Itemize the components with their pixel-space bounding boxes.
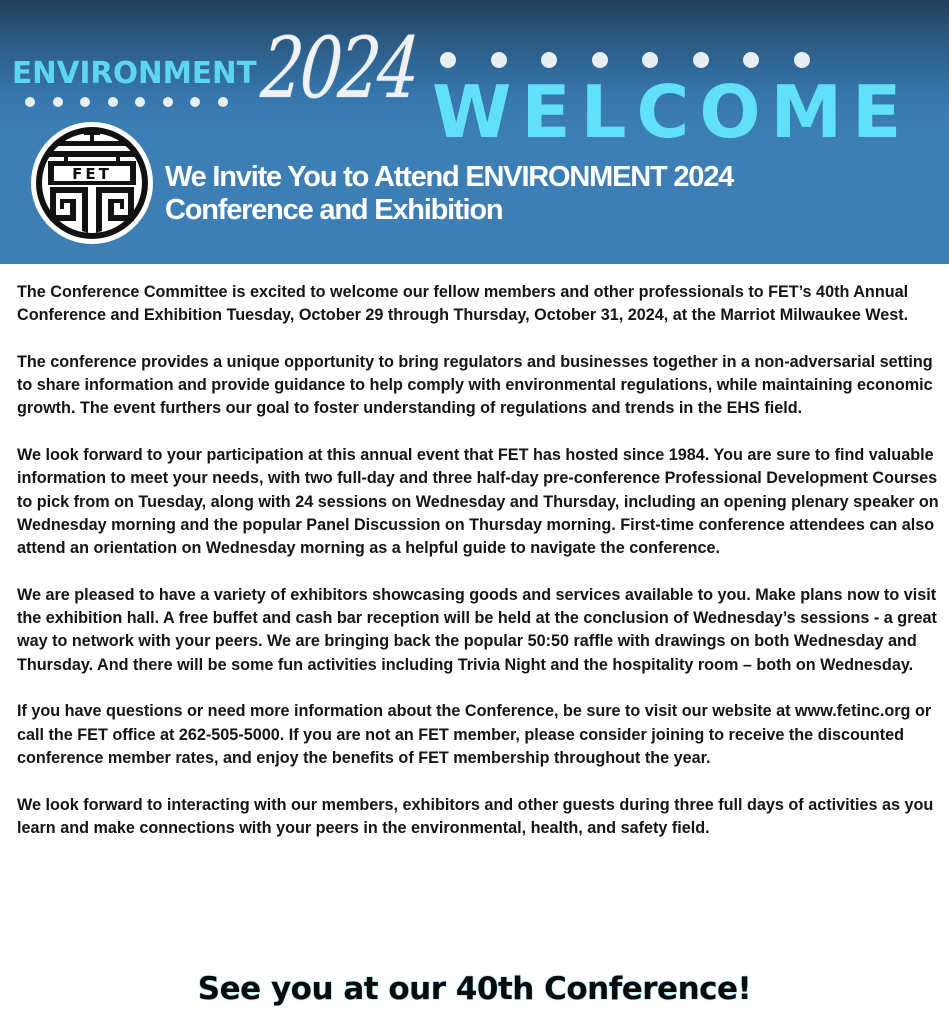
- dot-icon: [25, 97, 35, 107]
- decorative-dots-right: [440, 52, 810, 68]
- dot-icon: [80, 97, 90, 107]
- dot-icon: [163, 97, 173, 107]
- header-banner: [0, 0, 949, 264]
- event-year: 2024: [257, 19, 421, 117]
- event-name: ENVIRONMENT: [12, 56, 257, 91]
- dot-icon: [642, 52, 658, 68]
- dot-icon: [541, 52, 557, 68]
- closing-tagline: See you at our 40th Conference!: [197, 971, 752, 1007]
- paragraph-opportunity: The conference provides a unique opportunity to bring regulators and businesses together in a non-adversarial setting to share information and provide guidance to help comply with environmental regulations, while maintaining economic growth. The event furthers our goal to foster understanding of regulations and trends in the EHS field.: [17, 352, 933, 418]
- welcome-letter: [17, 281, 942, 863]
- dot-icon: [190, 97, 200, 107]
- paragraph-intro: The Conference Committee is excited to welcome our fellow members and other professionals to FET’s 40th Annual Conference and Exhibition Tuesday, October 29 through Thursday, October 31, 2024, at the Marriot Milwaukee West.: [17, 283, 909, 325]
- paragraph-participation: We look forward to your participation at this annual event that FET has hosted since 1984. You are sure to find valuable information to meet your needs, with two full-day and three half-day pre-conference Professional Development Courses to pick from on Tuesday, along with 24 sessions on Wednesday and Thursday, including an opening plenary speaker on Wednesday morning and the popular Panel Discussion on Thursday morning. First-time conference attendees can also attend an orientation on Wednesday morning as a helpful guide to navigate the conference.: [17, 446, 939, 558]
- logo-text: FET: [72, 165, 112, 183]
- fet-logo-icon: [30, 121, 154, 245]
- dot-icon: [491, 52, 507, 68]
- welcome-heading: WELCOME: [432, 70, 912, 154]
- dot-icon: [108, 97, 118, 107]
- dot-icon: [592, 52, 608, 68]
- dot-icon: [53, 97, 63, 107]
- dot-icon: [135, 97, 145, 107]
- dot-icon: [743, 52, 759, 68]
- decorative-dots-left: [25, 97, 228, 107]
- dot-icon: [794, 52, 810, 68]
- paragraph-closing: We look forward to interacting with our members, exhibitors and other guests during three full days of activities as you learn and make connections with your peers in the environmental, health, and safety field.: [17, 795, 934, 837]
- invitation-line-2: Conference and Exhibition: [165, 194, 503, 226]
- dot-icon: [218, 97, 228, 107]
- dot-icon: [440, 52, 456, 68]
- paragraph-contact: If you have questions or need more information about the Conference, be sure to visit our website at www.fetinc.org or call the FET office at 262-505-5000. If you are not an FET member, please consider joining to receive the discounted conference member rates, and enjoy the benefits of FET membership throughout the year.: [17, 702, 932, 767]
- dot-icon: [693, 52, 709, 68]
- invitation-heading: [165, 161, 733, 227]
- paragraph-exhibitors: We are pleased to have a variety of exhibitors showcasing goods and services available to you. Make plans now to visit the exhibition hall. A free buffet and cash bar reception will be held at the conclusion of Wednesday’s sessions - a great way to network with your peers. We are bringing back the popular 50:50 raffle with drawings on both Wednesday and Thursday. And there will be some fun activities including Trivia Night and the hospitality room – both on Wednesday.: [17, 585, 937, 674]
- invitation-line-1: We Invite You to Attend ENVIRONMENT 2024: [165, 161, 734, 193]
